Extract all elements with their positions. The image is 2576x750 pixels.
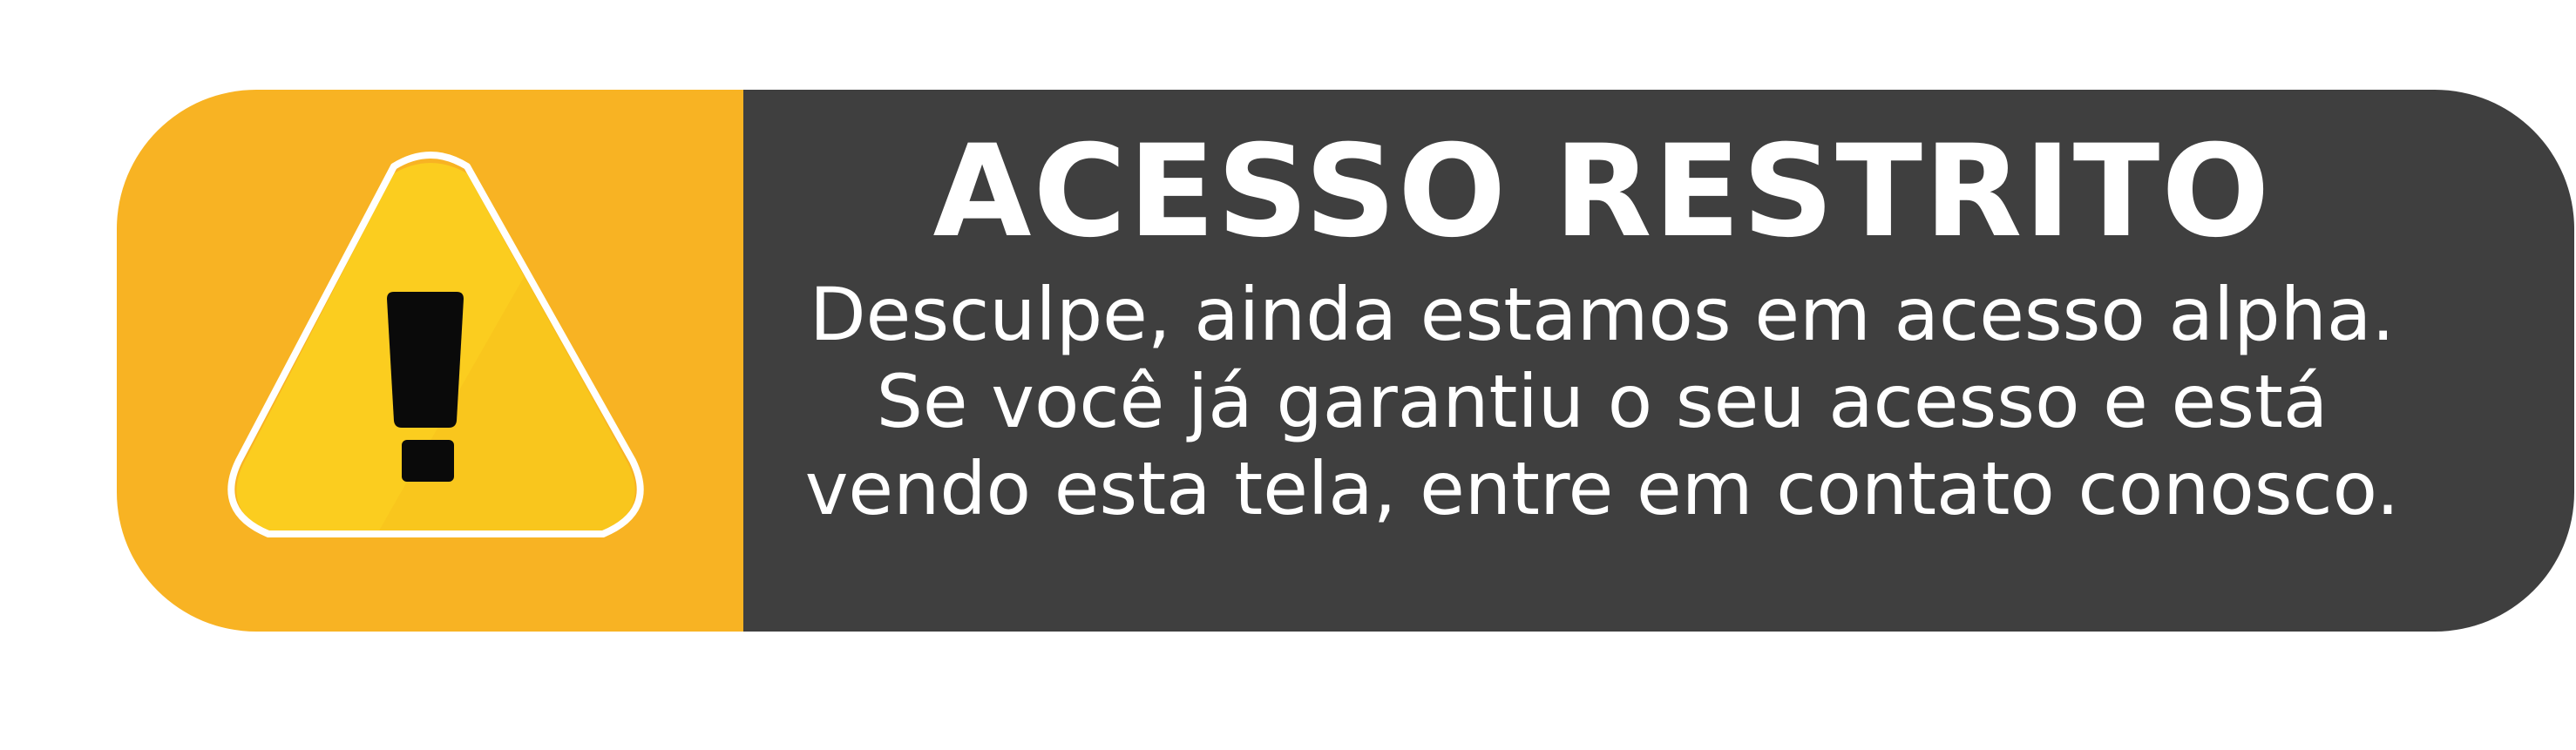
- exclamation-bar: [387, 292, 464, 428]
- notice-message: Desculpe, ainda estamos em acesso alpha. Se você já garantiu o seu acesso e está vendo esta tela, entre em contato conosco.: [804, 271, 2400, 531]
- warning-icon-panel: [117, 90, 743, 632]
- restricted-access-banner: [117, 90, 2574, 632]
- warning-triangle-icon: [117, 90, 743, 632]
- notice-text-panel: [743, 90, 2574, 632]
- exclamation-dot: [402, 440, 454, 482]
- notice-title: ACESSO RESTRITO: [932, 118, 2272, 266]
